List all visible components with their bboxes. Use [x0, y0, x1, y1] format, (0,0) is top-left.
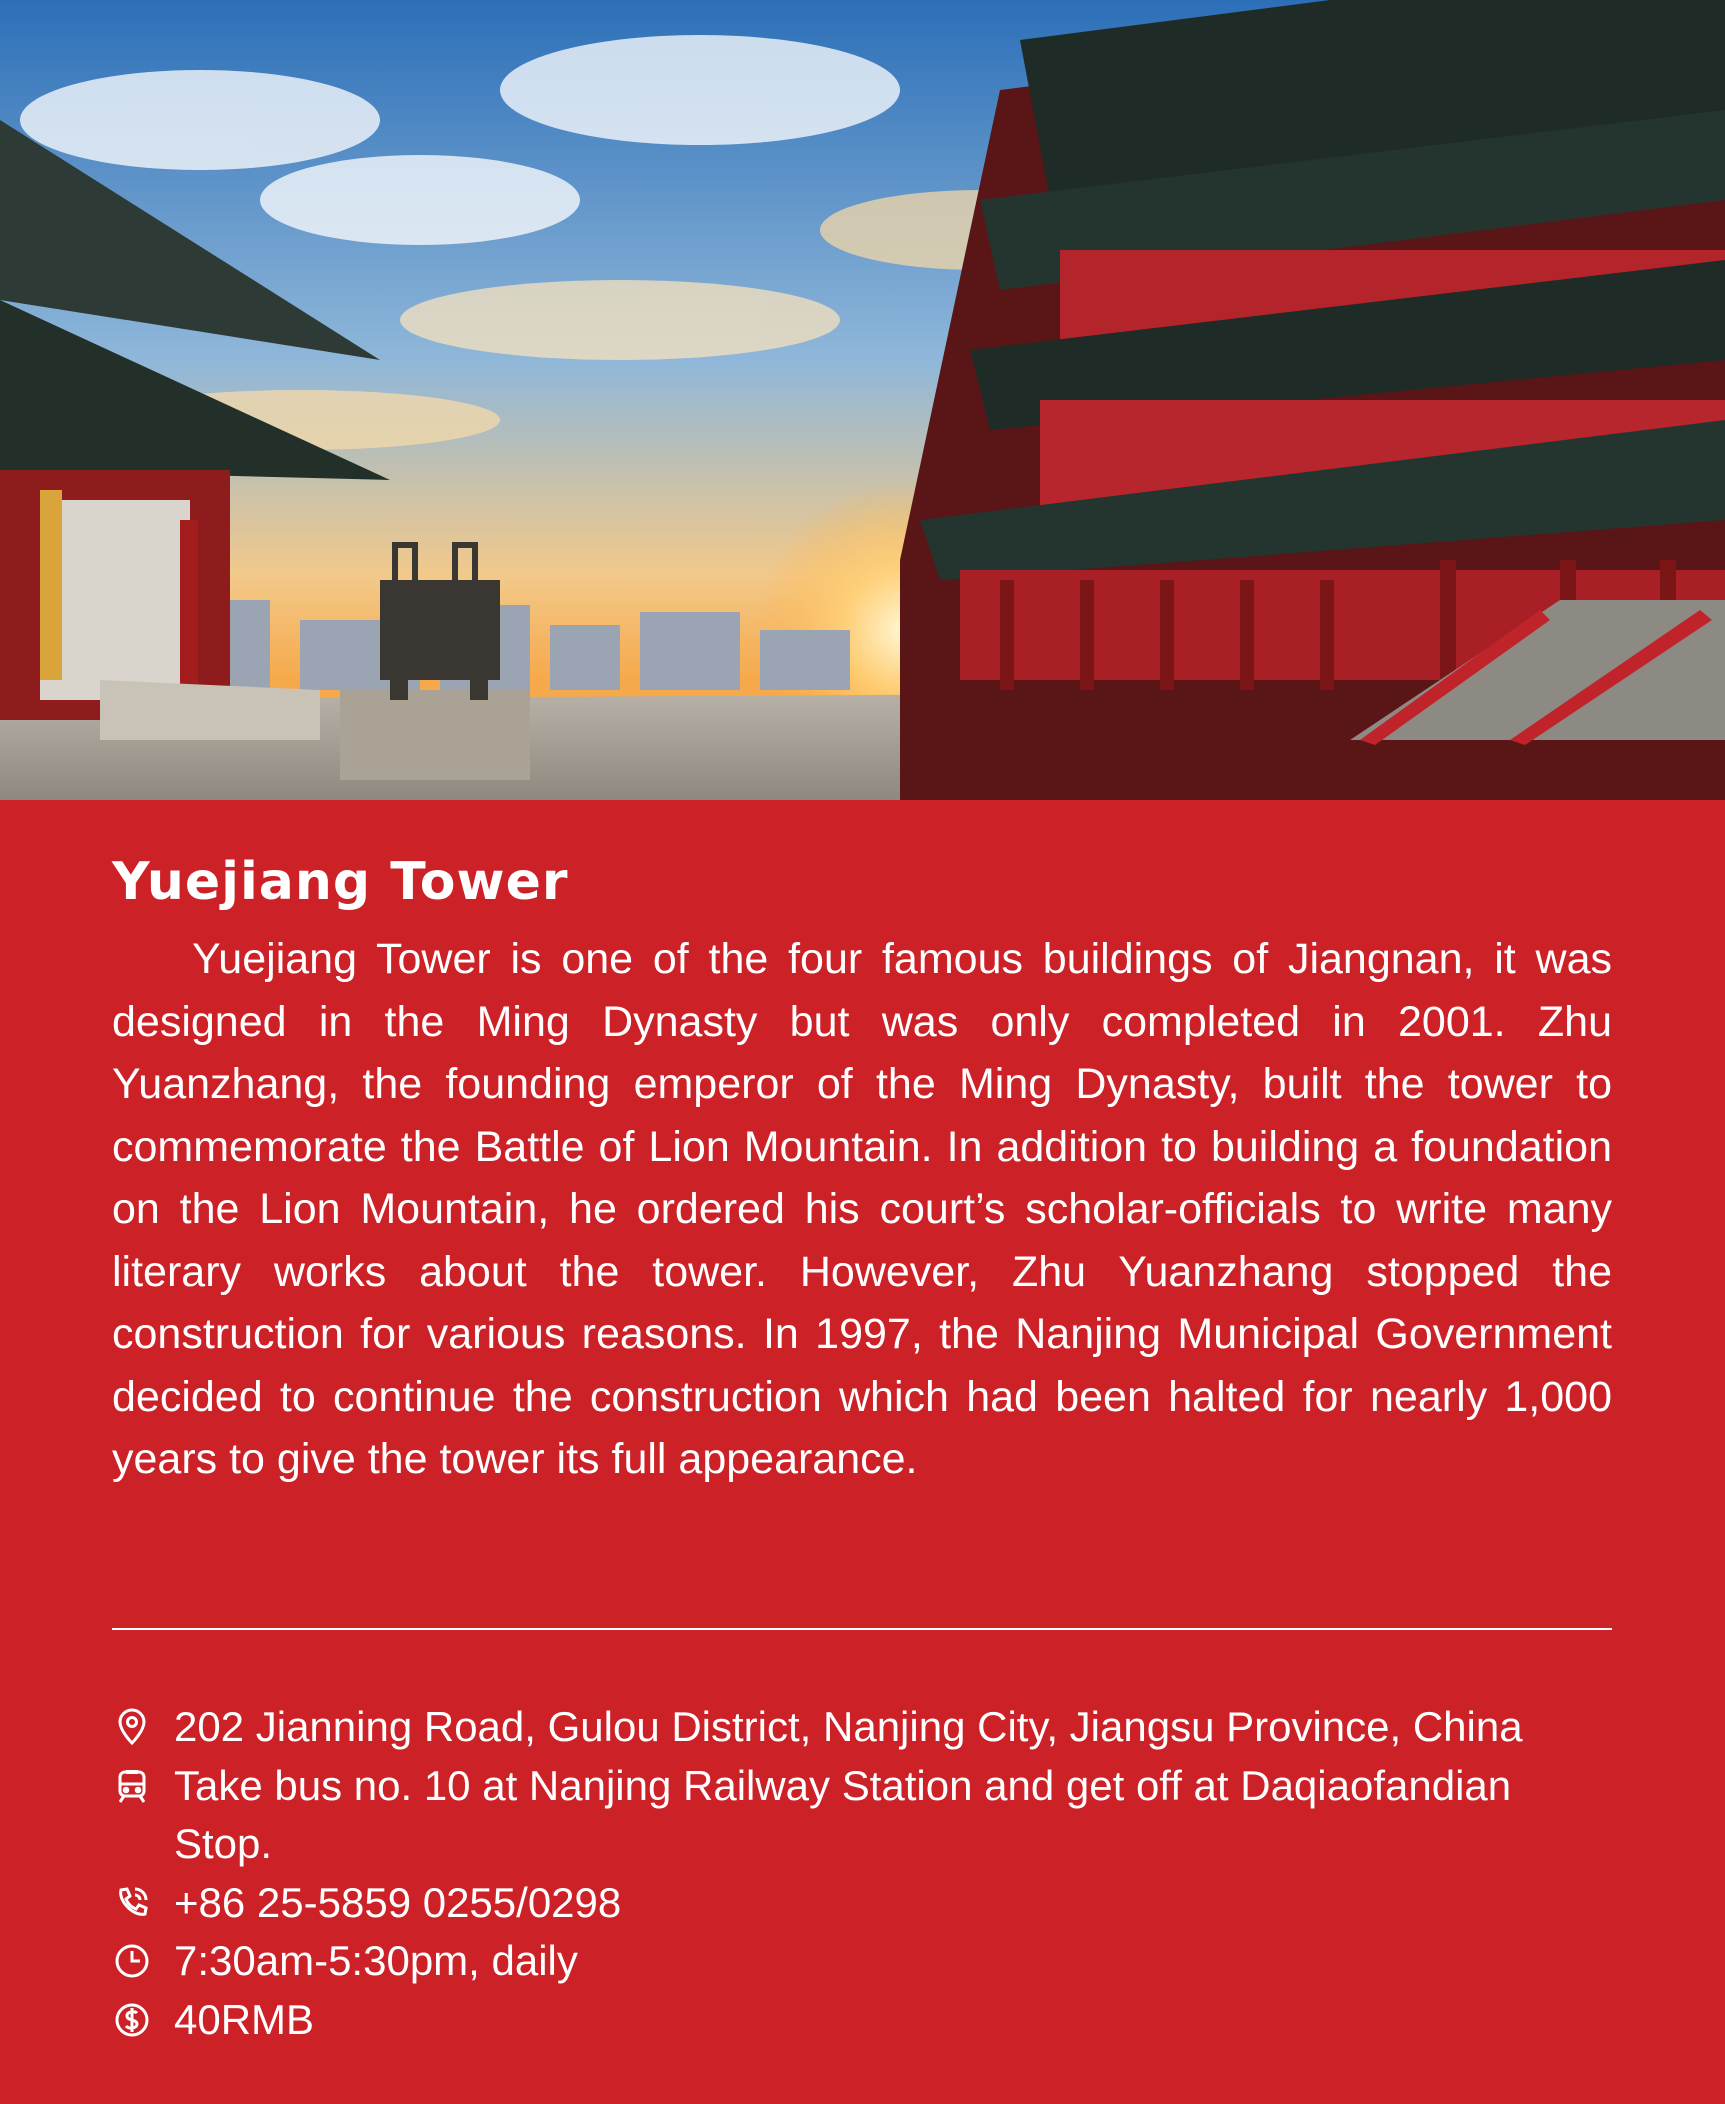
- clock-icon: [112, 1932, 174, 1990]
- transport-text: Take bus no. 10 at Nanjing Railway Station and get off at Daqiaofandian Stop.: [174, 1761, 1512, 1867]
- info-panel: [0, 800, 1725, 2104]
- bus-icon: [112, 1757, 174, 1815]
- location-pin-icon: [112, 1698, 174, 1756]
- tower-photo-illustration: [0, 0, 1725, 800]
- description-text: Yuejiang Tower is one of the four famous buildings of Jiangnan, it was designed in the Ming Dynasty but was only completed in 2001. Zhu Yuanzhang, the founding emperor of the Ming Dynasty, built the tower to commemorate the Battle of Lion Mountain. In addition to building a foundation on the Lion Mountain, he ordered his court’s scholar-officials to write many literary works about the tower. However, Zhu Yuanzhang stopped the construction for various reasons. In 1997, the Nanjing Municipal Government decided to continue the construction which had been halted for nearly 1,000 years to give the tower its full appearance.: [112, 935, 1612, 1483]
- info-transport: [112, 1757, 1612, 1874]
- divider: [112, 1628, 1612, 1630]
- dollar-icon: [112, 1991, 174, 2049]
- info-price: [112, 1991, 1612, 2050]
- address-text: 202 Jianning Road, Gulou District, Nanjing City, Jiangsu Province, China: [174, 1703, 1523, 1750]
- info-hours: [112, 1932, 1612, 1991]
- info-list: [112, 1698, 1612, 2049]
- page-title: Yuejiang Tower: [112, 852, 569, 912]
- info-phone: [112, 1874, 1612, 1933]
- phone-text: +86 25-5859 0255/0298: [174, 1878, 622, 1926]
- hero-photo: [0, 0, 1725, 800]
- price-text: 40RMB: [174, 1995, 315, 2043]
- hours-text: 7:30am-5:30pm, daily: [174, 1937, 578, 1984]
- info-address: [112, 1698, 1612, 1757]
- phone-icon: [112, 1874, 174, 1932]
